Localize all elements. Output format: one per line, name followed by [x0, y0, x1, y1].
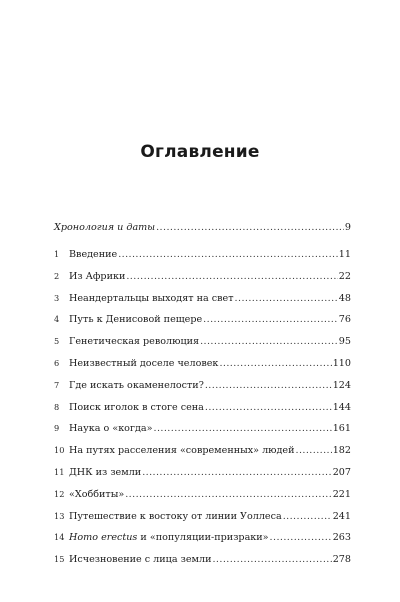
- toc-entry-number: 5: [54, 336, 60, 347]
- toc-entry[interactable]: [54, 444, 351, 456]
- toc-dot-leader: [125, 489, 331, 501]
- toc-entry-page: 263: [332, 532, 351, 544]
- toc-entry-title: Где искать окаменелости?: [69, 379, 204, 391]
- toc-entry-page: 76: [338, 314, 351, 326]
- toc-dot-leader: [118, 249, 338, 261]
- toc-entry[interactable]: [54, 248, 351, 260]
- toc-entry-number: 3: [54, 292, 60, 303]
- toc-entry-number: 9: [54, 423, 60, 434]
- toc-entry-title: Генетическая революция: [69, 336, 200, 348]
- toc-entry-title-latin: Homo erectus: [69, 532, 138, 544]
- toc-dot-leader: [156, 222, 344, 234]
- toc-entry[interactable]: [54, 292, 351, 304]
- toc-entry-title-rest: и «популяции-призраки»: [137, 532, 269, 544]
- page-title: Оглавление: [140, 142, 260, 162]
- toc-entry-page: 11: [338, 249, 351, 260]
- toc-entry-title: [69, 532, 269, 544]
- toc-entry-page: 124: [332, 379, 351, 391]
- toc-entry-number: 12: [54, 488, 65, 499]
- toc-dot-leader: [154, 423, 332, 435]
- toc-entry[interactable]: [54, 335, 351, 347]
- toc-entry-page: 9: [344, 222, 351, 233]
- toc-dot-leader: [142, 467, 332, 479]
- toc-entry-title: Путь к Денисовой пещере: [69, 314, 203, 326]
- toc-dot-leader: [126, 271, 337, 283]
- toc-entry-page: 207: [332, 466, 351, 478]
- toc-entry[interactable]: [54, 553, 351, 565]
- toc-entry[interactable]: [54, 401, 351, 413]
- toc-dot-leader: [203, 314, 338, 326]
- toc-entry-number: 1: [54, 249, 60, 259]
- toc-entry-title: Хронология и даты: [54, 222, 156, 233]
- toc-entry-page: 278: [332, 554, 351, 566]
- toc-entry-title: Неандертальцы выходят на свет: [69, 292, 234, 304]
- toc-entry-page: 48: [338, 292, 351, 304]
- toc-dot-leader: [219, 358, 331, 370]
- toc-entry-title: На путях расселения «современных» людей: [69, 445, 295, 457]
- toc-entry-title: «Хоббиты»: [69, 488, 125, 500]
- toc-entry[interactable]: [54, 488, 351, 500]
- toc-dot-leader: [212, 554, 331, 566]
- toc-entry[interactable]: [54, 357, 351, 369]
- toc-dot-leader: [205, 402, 332, 414]
- toc-entry-title: Наука о «когда»: [69, 423, 153, 435]
- toc-entry[interactable]: [54, 422, 351, 434]
- toc-entry[interactable]: [54, 313, 351, 325]
- toc-entry-number: 14: [54, 532, 65, 543]
- toc-entry-number: 7: [54, 379, 60, 390]
- toc-entry-title: Введение: [69, 249, 118, 260]
- toc-entry-number: 4: [54, 314, 60, 325]
- toc-entry-number: 8: [54, 401, 60, 412]
- toc-entry-chronology[interactable]: [54, 222, 351, 234]
- toc-entry[interactable]: [54, 510, 351, 522]
- toc-entry-title: Неизвестный доселе человек: [69, 357, 219, 369]
- toc-entry[interactable]: [54, 531, 351, 543]
- toc-entry-page: 182: [332, 445, 351, 457]
- toc-entry-page: 22: [338, 270, 351, 282]
- toc-entry-page: 221: [332, 488, 351, 500]
- toc-dot-leader: [200, 336, 338, 348]
- toc-entry-page: 144: [332, 401, 351, 413]
- toc-dot-leader: [283, 511, 332, 523]
- toc-dot-leader: [205, 380, 332, 392]
- toc-entry-title: ДНК из земли: [69, 466, 142, 478]
- toc-entry[interactable]: [54, 466, 351, 478]
- toc-dot-leader: [235, 293, 338, 305]
- toc-dot-leader: [270, 532, 332, 544]
- toc-entry-number: 6: [54, 357, 60, 368]
- toc-entry-number: 10: [54, 445, 65, 456]
- toc-entry-page: 161: [332, 423, 351, 435]
- toc-entry-page: 95: [338, 336, 351, 348]
- toc-entry-number: 15: [54, 554, 65, 565]
- toc-entry[interactable]: [54, 379, 351, 391]
- toc-entry[interactable]: [54, 270, 351, 282]
- toc-entry-number: 13: [54, 510, 65, 521]
- toc-entry-number: 11: [54, 466, 65, 477]
- toc-entry-title: Путешествие к востоку от линии Уоллеса: [69, 510, 282, 522]
- toc-entry-number: 2: [54, 270, 60, 281]
- toc-dot-leader: [296, 445, 332, 457]
- toc-entry-title: Из Африки: [69, 270, 126, 282]
- toc-entry-page: 110: [332, 357, 351, 369]
- toc-entry-title: Поиск иголок в стоге сена: [69, 401, 204, 413]
- toc-entry-title: Исчезновение с лица земли: [69, 554, 212, 566]
- table-of-contents: [54, 222, 351, 575]
- toc-entry-page: 241: [332, 510, 351, 522]
